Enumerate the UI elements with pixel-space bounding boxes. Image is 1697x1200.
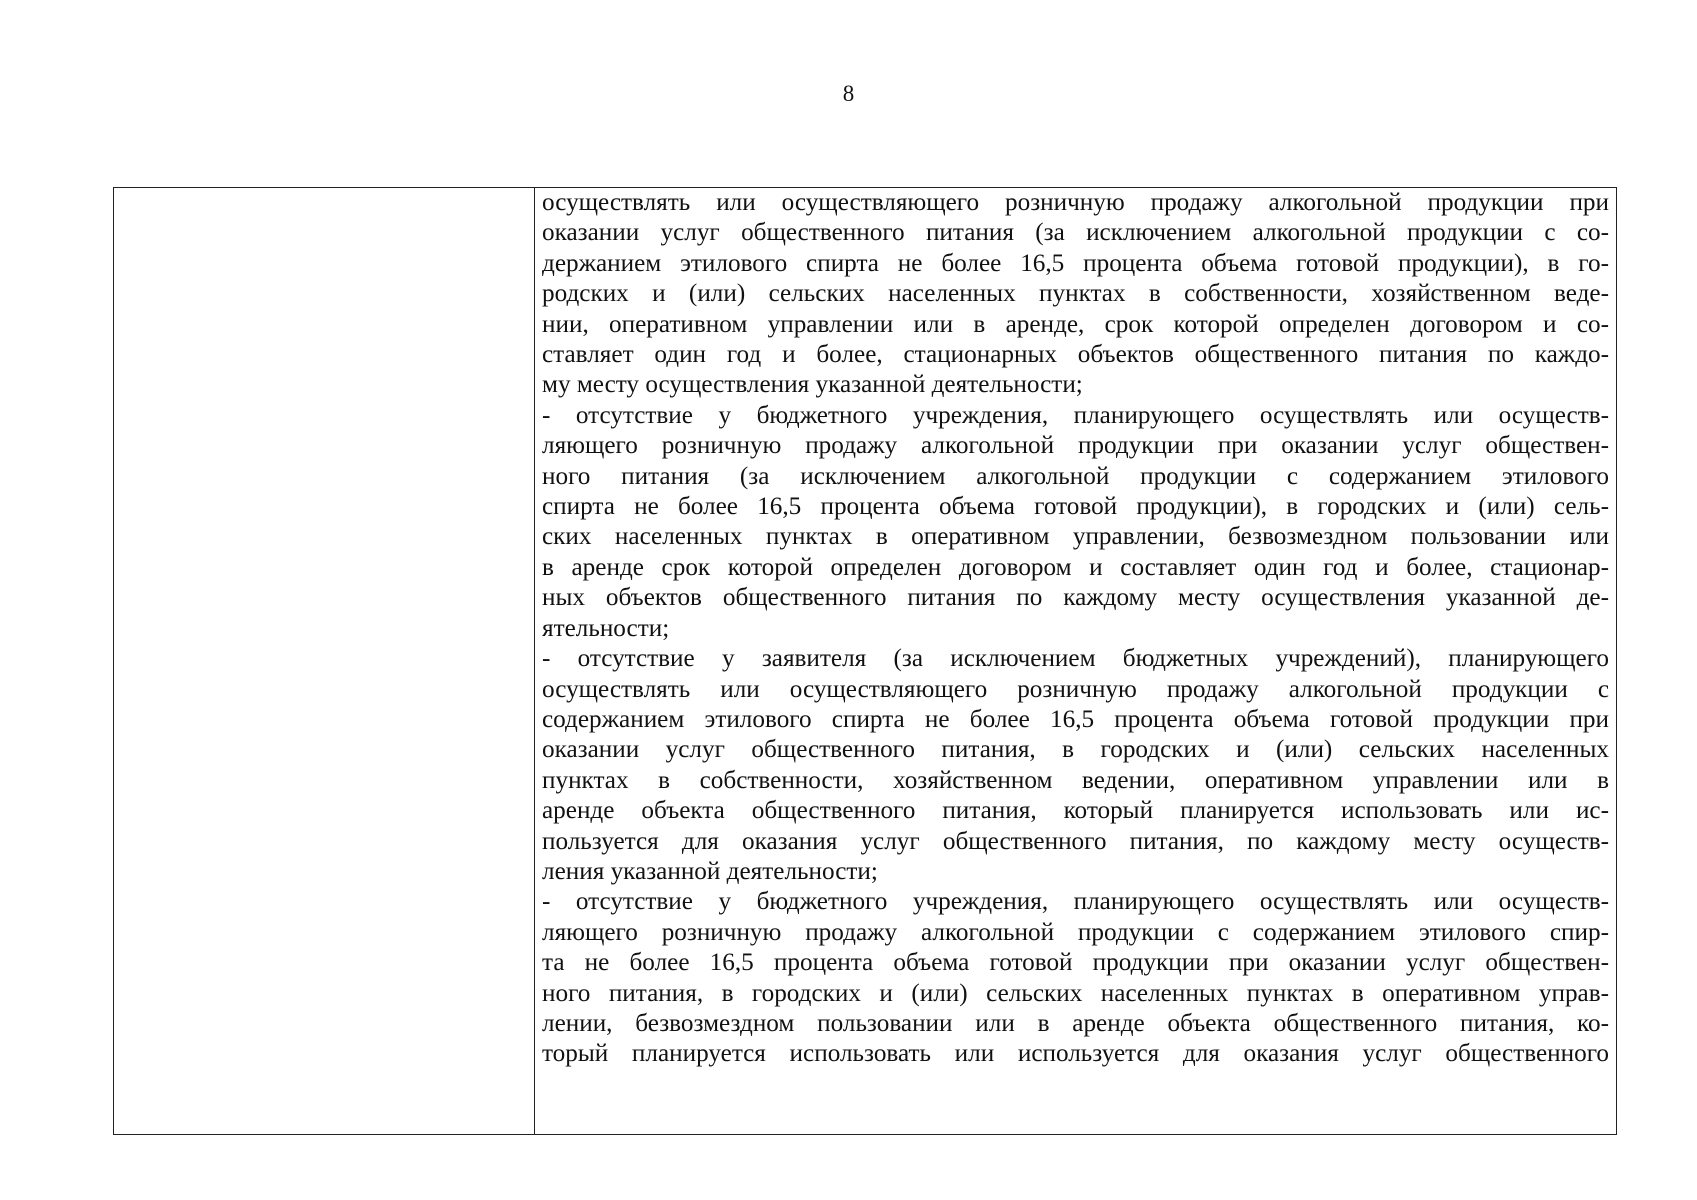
- text-line: ских населенных пунктах в оперативном управлении, безвозмездном пользовании или: [542, 523, 1609, 551]
- text-line: содержанием этилового спирта не более 16,5 процента объема готовой продукции при: [542, 705, 1609, 733]
- table-cell-right: [535, 188, 1617, 1135]
- text-line: та не более 16,5 процента объема готовой продукции при оказании услуг обществен-: [542, 949, 1609, 977]
- text-line: лении, безвозмездном пользовании или в аренде объекта общественного питания, ко-: [542, 1009, 1609, 1037]
- text-line: ляющего розничную продажу алкогольной продукции с содержанием этилового спир-: [542, 918, 1609, 946]
- text-line: в аренде срок которой определен договором и составляет один год и более, стационар-: [542, 553, 1609, 581]
- text-line: аренде объекта общественного питания, который планируется использовать или ис-: [542, 797, 1609, 825]
- table-cell-left: [114, 188, 535, 1135]
- table-row: [114, 188, 1617, 1135]
- text-line: нии, оперативном управлении или в аренде, срок которой определен договором и со-: [542, 310, 1609, 338]
- text-line: - отсутствие у бюджетного учреждения, планирующего осуществлять или осуществ-: [542, 401, 1609, 429]
- text-line: пользуется для оказания услуг общественного питания, по каждому месту осуществ-: [542, 827, 1609, 855]
- text-line: ных объектов общественного питания по каждому месту осуществления указанной де-: [542, 584, 1609, 612]
- text-line: оказании услуг общественного питания (за исключением алкогольной продукции с со-: [542, 219, 1609, 247]
- document-table: [113, 187, 1617, 1135]
- text-line: осуществлять или осуществляющего розничную продажу алкогольной продукции с: [542, 675, 1609, 703]
- text-line: ления указанной деятельности;: [542, 857, 878, 885]
- text-line: спирта не более 16,5 процента объема готовой продукции), в городских и (или) сель-: [542, 493, 1609, 521]
- text-line: - отсутствие у заявителя (за исключением бюджетных учреждений), планирующего: [542, 645, 1609, 673]
- text-line: родских и (или) сельских населенных пунктах в собственности, хозяйственном веде-: [542, 280, 1609, 308]
- text-line: торый планируется использовать или используется для оказания услуг общественного: [542, 1040, 1609, 1068]
- text-line: пунктах в собственности, хозяйственном ведении, оперативном управлении или в: [542, 766, 1609, 794]
- text-line: му месту осуществления указанной деятельности;: [542, 371, 1083, 399]
- text-line: держанием этилового спирта не более 16,5 процента объема готовой продукции), в го-: [542, 249, 1609, 277]
- text-line: ного питания (за исключением алкогольной продукции с содержанием этилового: [542, 462, 1609, 490]
- text-line: ятельности;: [542, 614, 670, 642]
- text-line: оказании услуг общественного питания, в городских и (или) сельских населенных: [542, 736, 1609, 764]
- text-line: ляющего розничную продажу алкогольной продукции при оказании услуг обществен-: [542, 432, 1609, 460]
- text-line: ного питания, в городских и (или) сельских населенных пунктах в оперативном управ-: [542, 979, 1609, 1007]
- page-number: 8: [842, 81, 855, 106]
- text-line: - отсутствие у бюджетного учреждения, планирующего осуществлять или осуществ-: [542, 888, 1609, 916]
- text-line: ставляет один год и более, стационарных объектов общественного питания по каждо-: [542, 341, 1609, 369]
- text-line: осуществлять или осуществляющего розничную продажу алкогольной продукции при: [542, 189, 1609, 216]
